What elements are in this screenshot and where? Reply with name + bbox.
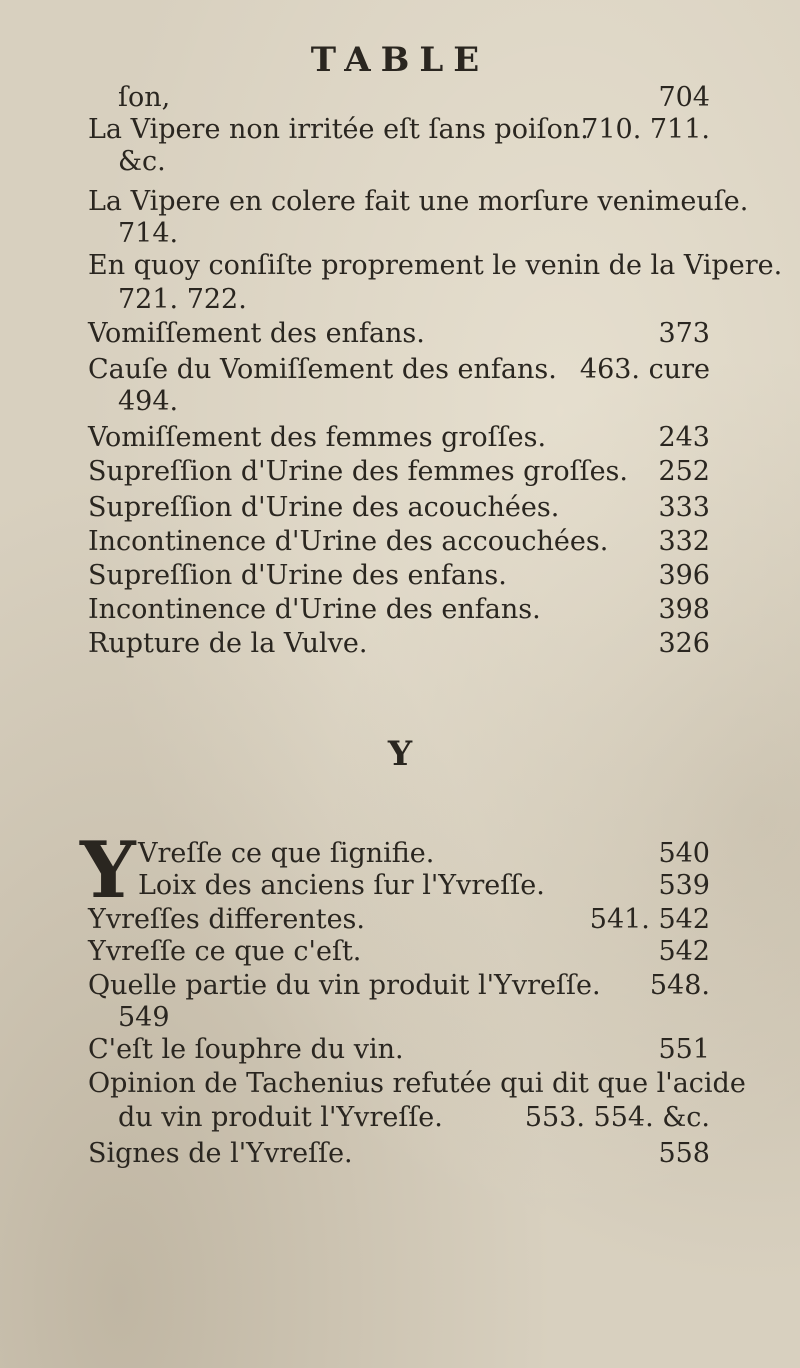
entry-text: La Vipere en colere fait une morſure venimeuſe. — [88, 186, 749, 217]
entry-text: Vomiſſement des enfans. — [88, 318, 425, 349]
entry-text: du vin produit l'Yvreſſe. — [118, 1102, 443, 1133]
entry-continuation: 714. — [118, 218, 179, 249]
entry-text: Opinion de Tachenius refutée qui dit que l'acide — [88, 1068, 746, 1099]
entry-text: En quoy conſiſte proprement le venin de la Vipere. — [88, 250, 783, 281]
index-entry — [88, 182, 749, 222]
entry-page: 398 — [658, 594, 710, 625]
index-entry — [88, 314, 710, 354]
entry-page: 396 — [658, 560, 710, 591]
entry-page: 540 — [658, 838, 710, 869]
index-entry — [88, 350, 710, 390]
index-entry — [88, 624, 710, 664]
entry-page: 252 — [658, 456, 710, 487]
entry-text: La Vipere non irritée eſt ſans poiſon. — [88, 114, 589, 145]
entry-page: 333 — [658, 492, 710, 523]
index-entry — [88, 452, 710, 492]
index-entry — [88, 110, 710, 150]
entry-text: Supreſſion d'Urine des acouchées. — [88, 492, 560, 523]
entry-page: 704 — [658, 82, 710, 113]
entry-text: Yvreſſes differentes. — [88, 904, 365, 935]
drop-cap: Y — [80, 825, 136, 916]
entry-page: 558 — [658, 1138, 710, 1169]
entry-text: Incontinence d'Urine des accouchées. — [88, 526, 609, 557]
entry-page: 332 — [658, 526, 710, 557]
entry-page: 539 — [658, 870, 710, 901]
entry-text: Rupture de la Vulve. — [88, 628, 368, 659]
entry-text: Quelle partie du vin produit l'Yvreſſe. — [88, 970, 601, 1001]
entry-text: C'eſt le ſouphre du vin. — [88, 1034, 404, 1065]
entry-continuation: 549 — [118, 1002, 170, 1033]
section-letter: Y — [387, 734, 413, 774]
entry-continuation: 721. 722. — [118, 284, 247, 315]
entry-page: 463. cure — [579, 354, 710, 385]
entry-text: Loix des anciens ſur l'Yvreſſe. — [138, 870, 545, 901]
entry-page: 243 — [658, 422, 710, 453]
entry-continuation: 494. — [118, 386, 179, 417]
entry-text: Cauſe du Vomiſſement des enfans. — [88, 354, 557, 385]
index-entry — [88, 1134, 710, 1174]
entry-text: Yvreſſe ce que c'eſt. — [88, 936, 362, 967]
entry-page: 542 — [658, 936, 710, 967]
running-header: TABLE — [310, 40, 490, 80]
entry-page: 326 — [658, 628, 710, 659]
entry-page: 553. 554. &c. — [524, 1102, 710, 1133]
entry-text: Signes de l'Yvreſſe. — [88, 1138, 353, 1169]
entry-text: Supreſſion d'Urine des femmes groſſes. — [88, 456, 628, 487]
entry-text: Incontinence d'Urine des enfans. — [88, 594, 541, 625]
entry-continuation: &c. — [118, 146, 166, 177]
index-entry — [88, 1098, 710, 1138]
entry-text: Vreſſe ce que ſignifie. — [138, 838, 435, 869]
index-entry — [88, 966, 710, 1006]
entry-page: 551 — [658, 1034, 710, 1065]
entry-page: 373 — [658, 318, 710, 349]
entry-page: 548. — [649, 970, 710, 1001]
entry-page: 710. 711. — [581, 114, 710, 145]
entry-text: Supreſſion d'Urine des enfans. — [88, 560, 507, 591]
entry-page: 541. 542 — [589, 904, 710, 935]
entry-text: ſon, — [118, 82, 171, 113]
entry-text: Vomiſſement des femmes groſſes. — [88, 422, 547, 453]
